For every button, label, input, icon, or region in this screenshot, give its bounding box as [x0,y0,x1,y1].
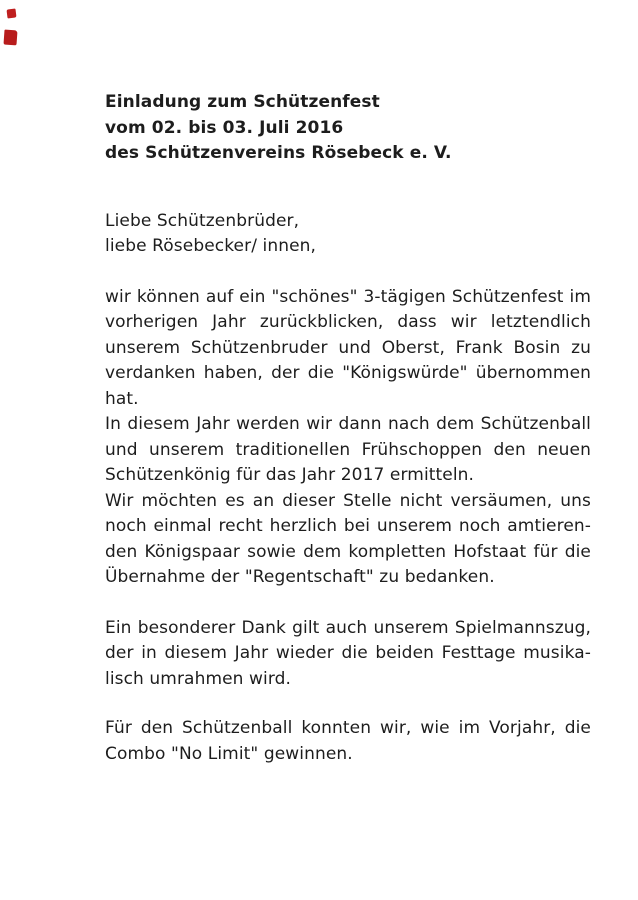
text-line: Übernahme der "Regentschaft" zu bedanken. [105,567,495,587]
paragraph [105,616,591,693]
text-line: unserem Schützenbruder und Oberst, Frank Bosin zu [105,337,591,358]
paragraph [105,716,591,767]
paragraph [105,412,591,489]
letter-paragraphs [105,285,591,768]
letter-header [105,90,591,167]
text-line: vorherigen Jahr zurückblicken, dass wir letztendlich [105,312,591,332]
text-line: Wir möchten es an dieser Stelle nicht versäumen, uns [105,490,591,511]
text-line: Combo "No Limit" gewinnen. [105,743,353,764]
paragraph [105,489,591,591]
text-line: den Königspaar sowie dem kompletten Hofstaat für die [105,541,591,562]
text-line: vom 02. bis 03. Juli 2016 [105,117,344,138]
text-line: Schützenkönig für das Jahr 2017 ermitteln. [105,465,475,485]
text-line: Ein besonderer Dank gilt auch unserem Spielmannszug, [105,617,591,638]
text-line: und unserem traditionellen Frühschoppen den neuen [105,439,591,460]
text-line: der in diesem Jahr wieder die beiden Festtage musika- [105,643,591,663]
text-line: liebe Rösebecker/ innen, [105,236,317,256]
text-line: Für den Schützenball konnten wir, wie im Vorjahr, die [105,718,591,738]
text-line: verdanken haben, der die "Königswürde" übernommen [105,363,591,383]
letter-text-block [105,90,591,767]
text-line: hat. [105,388,139,409]
text-line: lisch umrahmen wird. [105,668,292,689]
text-line: In diesem Jahr werden wir dann nach dem Schützenball [105,414,591,434]
letter-salutation [105,209,591,260]
text-line: Einladung zum Schützenfest [105,92,380,112]
text-line: Liebe Schützenbrüder, [105,210,300,231]
scan-artifact-mark [6,8,16,18]
paragraph [105,285,591,413]
text-line: des Schützenvereins Rösebeck e. V. [105,143,452,163]
text-line: wir können auf ein "schönes" 3-tägigen Schützenfest im [105,286,591,307]
scan-artifact-mark [3,30,17,46]
text-line: noch einmal recht herzlich bei unserem noch amtieren- [105,516,591,536]
